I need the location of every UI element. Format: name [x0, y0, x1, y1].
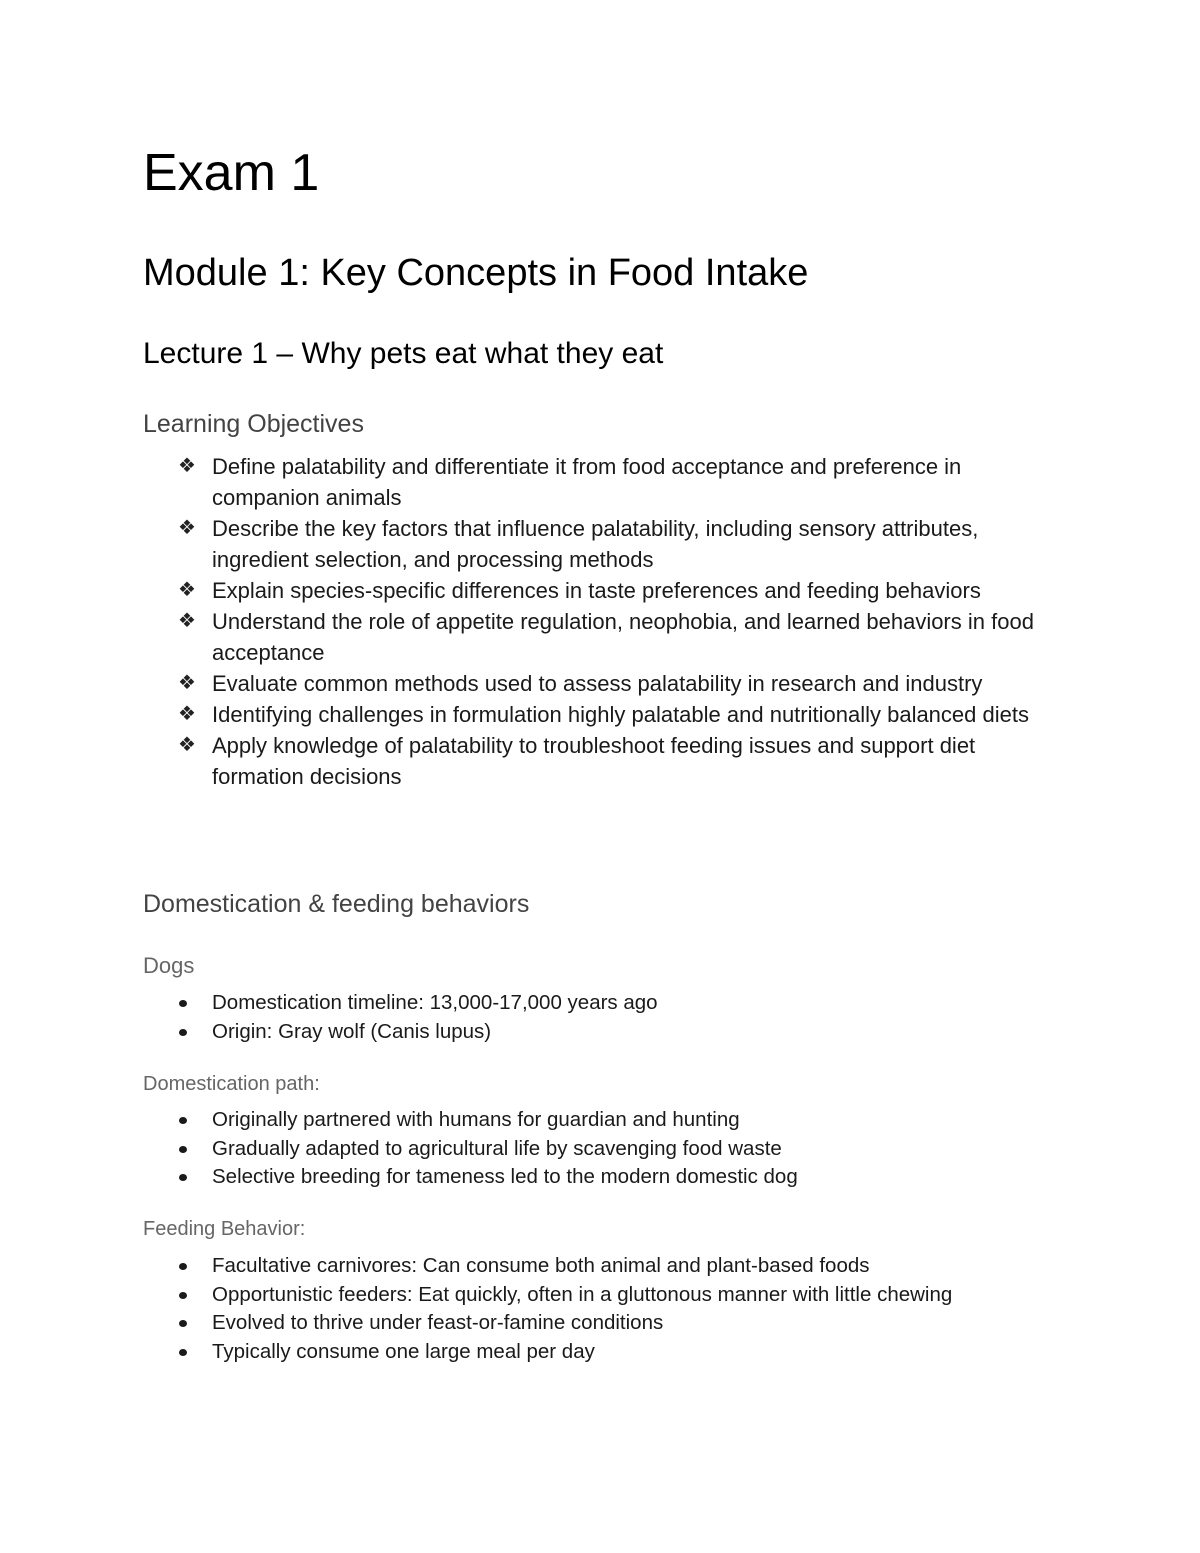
lecture-heading: Lecture 1 – Why pets eat what they eat	[143, 337, 664, 370]
domestication-path-heading: Domestication path:	[143, 1073, 320, 1095]
bullet-dot-icon	[179, 1146, 187, 1153]
diamond-bullet-icon: ❖	[178, 517, 196, 539]
bullet-dot-icon	[179, 1263, 187, 1270]
diamond-bullet-icon: ❖	[178, 455, 196, 477]
list-item: ❖ Understand the role of appetite regulation, neophobia, and learned behaviors in food acceptance	[143, 606, 1063, 668]
learning-objectives-heading: Learning Objectives	[143, 410, 364, 438]
bullet-dot-icon	[179, 1117, 187, 1124]
list-item: Domestication timeline: 13,000-17,000 years ago	[143, 989, 1063, 1018]
list-item: Gradually adapted to agricultural life by scavenging food waste	[143, 1135, 1063, 1164]
bullet-dot-icon	[179, 1320, 187, 1327]
list-item: Selective breeding for tameness led to the modern domestic dog	[143, 1163, 1063, 1192]
document-title: Exam 1	[143, 144, 320, 202]
diamond-bullet-icon: ❖	[178, 672, 196, 694]
list-item: ❖ Apply knowledge of palatability to troubleshoot feeding issues and support diet formation decisions	[143, 730, 1063, 792]
diamond-bullet-icon: ❖	[178, 579, 196, 601]
list-item: Originally partnered with humans for guardian and hunting	[143, 1106, 1063, 1135]
bullet-dot-icon	[179, 1029, 187, 1036]
list-item: ❖ Define palatability and differentiate it from food acceptance and preference in companion animals	[143, 451, 1063, 513]
list-item: ❖ Identifying challenges in formulation highly palatable and nutritionally balanced diets	[143, 699, 1063, 730]
feeding-behavior-heading: Feeding Behavior:	[143, 1218, 306, 1240]
diamond-bullet-icon: ❖	[178, 610, 196, 632]
bullet-dot-icon	[179, 1000, 187, 1007]
diamond-bullet-icon: ❖	[178, 703, 196, 725]
list-item: Origin: Gray wolf (Canis lupus)	[143, 1018, 1063, 1047]
domestication-heading: Domestication & feeding behaviors	[143, 890, 530, 918]
bullet-dot-icon	[179, 1349, 187, 1356]
list-item: ❖ Describe the key factors that influence palatability, including sensory attributes, ingredient selection, and processing methods	[143, 513, 1063, 575]
feeding-behavior-list	[143, 1252, 1063, 1366]
list-item: Evolved to thrive under feast-or-famine conditions	[143, 1309, 1063, 1338]
list-item: Typically consume one large meal per day	[143, 1338, 1063, 1367]
dogs-list	[143, 989, 1063, 1046]
diamond-bullet-icon: ❖	[178, 734, 196, 756]
list-item: Facultative carnivores: Can consume both animal and plant-based foods	[143, 1252, 1063, 1281]
module-heading: Module 1: Key Concepts in Food Intake	[143, 252, 809, 294]
domestication-path-list	[143, 1106, 1063, 1192]
list-item: ❖ Explain species-specific differences in taste preferences and feeding behaviors	[143, 575, 1063, 606]
bullet-dot-icon	[179, 1292, 187, 1299]
bullet-dot-icon	[179, 1174, 187, 1181]
learning-objectives-list	[143, 451, 1063, 792]
dogs-heading: Dogs	[143, 953, 195, 978]
list-item: ❖ Evaluate common methods used to assess palatability in research and industry	[143, 668, 1063, 699]
list-item: Opportunistic feeders: Eat quickly, often in a gluttonous manner with little chewing	[143, 1281, 1063, 1310]
